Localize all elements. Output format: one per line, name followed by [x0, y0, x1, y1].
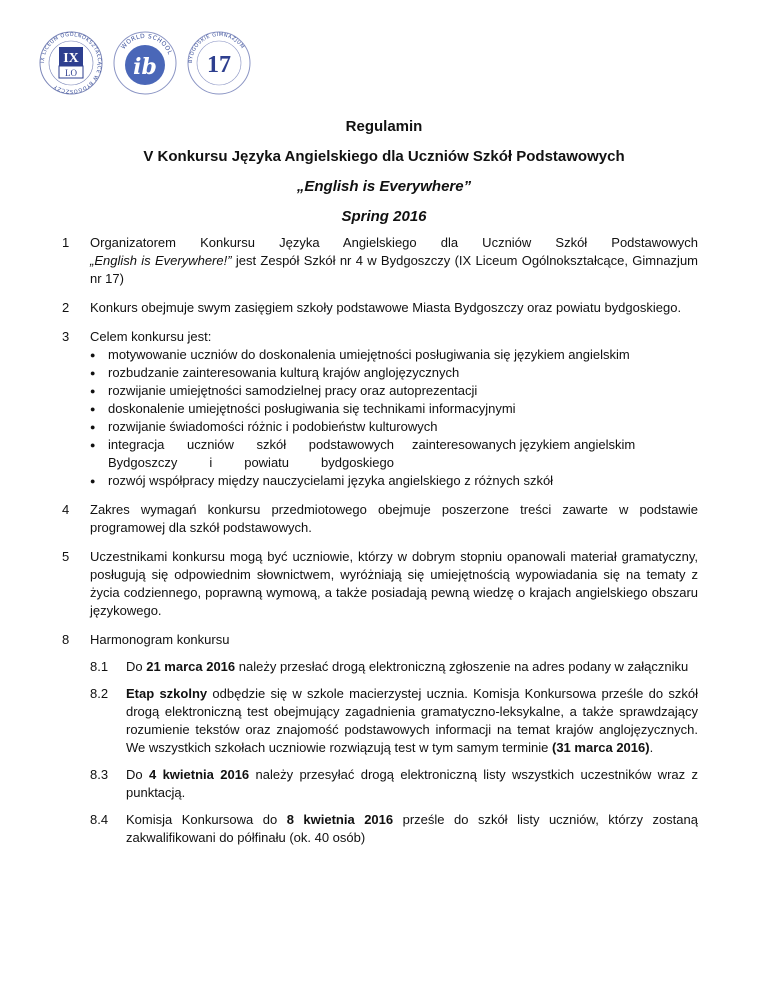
goals-list — [90, 346, 698, 490]
list-item: ● motywowanie uczniów do doskonalenia umiejętności posługiwania się językiem angielskim — [90, 347, 630, 362]
rule-2-text: Konkurs obejmuje swym zasięgiem szkoły podstawowe Miasta Bydgoszczy oraz powiatu bydgoskiego. — [90, 300, 682, 315]
bullet-icon: ● — [90, 440, 96, 450]
title-line-3: „English is Everywhere” — [296, 178, 472, 195]
date-highlight: 4 kwietnia 2016 — [148, 767, 250, 782]
ib-world-school-logo — [112, 30, 178, 96]
rule-item-8 — [62, 631, 698, 847]
title-line-1: Regulamin — [345, 118, 423, 135]
rules-list — [62, 234, 698, 858]
bullet-icon: ● — [90, 350, 96, 360]
list-item: ● rozwój współpracy między nauczycielami języka angielskiego z różnych szkół — [90, 473, 554, 488]
rule-item-5 — [62, 548, 698, 620]
schedule-item-8-1: 8.1 Do 21 marca 2016 należy przesłać drogą elektroniczną zgłoszenie na adres podany w załączniku — [90, 659, 689, 674]
rule-number: 5 — [62, 549, 70, 564]
logo1-ring-text: IX LICEUM OGÓLNOKSZTAŁCĄCE W BYDGOSZCZY — [39, 31, 103, 95]
logo2-main: ib — [133, 54, 157, 80]
rule-item-4 — [62, 501, 698, 537]
rule-number: 3 — [62, 329, 70, 344]
stage-highlight: Etap szkolny — [126, 686, 208, 701]
list-item: ● rozwijanie umiejętności samodzielnej pracy oraz autoprezentacji — [90, 383, 478, 398]
rule-item-1 — [62, 234, 698, 288]
document-title — [0, 112, 768, 232]
rule-1-line-1: Organizatorem Konkursu Języka Angielskiego dla Uczniów Szkół Podstawowych — [90, 235, 698, 250]
bullet-icon: ● — [90, 386, 96, 396]
rule-4-text: Zakres wymagań konkursu przedmiotowego obejmuje poszerzone treści zawarte w podstawie programowej dla szkół podstawowych. — [90, 502, 698, 535]
logo3-main: 17 — [207, 52, 231, 78]
logo1-sub: LO — [65, 68, 77, 78]
date-highlight: (31 marca 2016) — [552, 740, 650, 755]
list-item: ● rozbudzanie zainteresowania kulturą krajów anglojęzycznych — [90, 365, 460, 380]
bullet-icon: ● — [90, 422, 96, 432]
ix-lo-logo — [38, 30, 104, 96]
title-line-4: Spring 2016 — [341, 208, 427, 225]
rule-item-3 — [62, 328, 698, 490]
schedule-heading: Harmonogram konkursu — [90, 632, 230, 647]
title-line-2: V Konkursu Języka Angielskiego dla Uczniów Szkół Podstawowych — [143, 148, 625, 165]
list-item: ● rozwijanie świadomości różnic i podobieństw kulturowych — [90, 419, 438, 434]
rule-1-rest: jest Zespół Szkół nr 4 w Bydgoszczy (IX Liceum Ogólnokształcące, Gimnazjum nr 17) — [90, 253, 699, 286]
logo1-main: IX — [63, 51, 79, 66]
rule-5-text: Uczestnikami konkursu mogą być uczniowie, którzy w dobrym stopniu opanowali materiał gramatyczny, posługują się odpowiednim słownictwem, wyróżniają się umiejętnością wypowiadania się na tematy z życia codziennego, poprawną wymową, a także posiadają pewną wiedzę o krajach angielskiego obszaru językowego. — [90, 549, 698, 618]
schedule-item-8-4: 8.4 Komisja Konkursowa do 8 kwietnia 2016 prześle do szkół listy uczniów, którzy zostaną zakwalifikowani do półfinału (ok. 40 osób) — [90, 812, 698, 845]
rule-number: 8 — [62, 632, 70, 647]
rule-number: 1 — [62, 235, 70, 250]
contest-name: „English is Everywhere!” — [90, 253, 232, 268]
logo3-ring-text: BYDGOSKIE GIMNAZJUM — [187, 31, 246, 64]
bullet-icon: ● — [90, 476, 96, 486]
gimnazjum-17-logo — [186, 30, 252, 96]
rule-number: 2 — [62, 300, 70, 315]
rule-3-intro: Celem konkursu jest: — [90, 329, 212, 344]
rule-item-2 — [62, 299, 698, 317]
bullet-icon: ● — [90, 368, 96, 378]
schedule-item-8-3: 8.3 Do 4 kwietnia 2016 należy przesyłać drogą elektroniczną listy wszystkich uczestników wraz z punktacją. — [90, 767, 698, 800]
logo2-ring-text: WORLD SCHOOL — [119, 32, 174, 56]
date-highlight: 21 marca 2016 — [146, 659, 236, 674]
bullet-icon: ● — [90, 404, 96, 414]
list-item: ● integracja uczniów szkół podstawowych Bydgoszczy i powiatu bydgoskiego zainteresowanych językiem angielskim — [90, 437, 636, 470]
rule-number: 4 — [62, 502, 70, 517]
date-highlight: 8 kwietnia 2016 — [286, 812, 394, 827]
list-item: ● doskonalenie umiejętności posługiwania się technikami informacyjnymi — [90, 401, 516, 416]
schedule-item-8-2: 8.2 Etap szkolny odbędzie się w szkole macierzystej ucznia. Komisja Konkursowa prześle do szkół drogą elektroniczną test obejmujący zagadnienia gramatyczno-leksykalne, a także sprawdzający rozumienie tekstów oraz znajomość podstawowych informacji na temat krajów anglojęzycznych. We wszystkich szkołach uczniowie rozwiązują test w tym samym terminie (31 marca 2016). — [90, 686, 698, 755]
